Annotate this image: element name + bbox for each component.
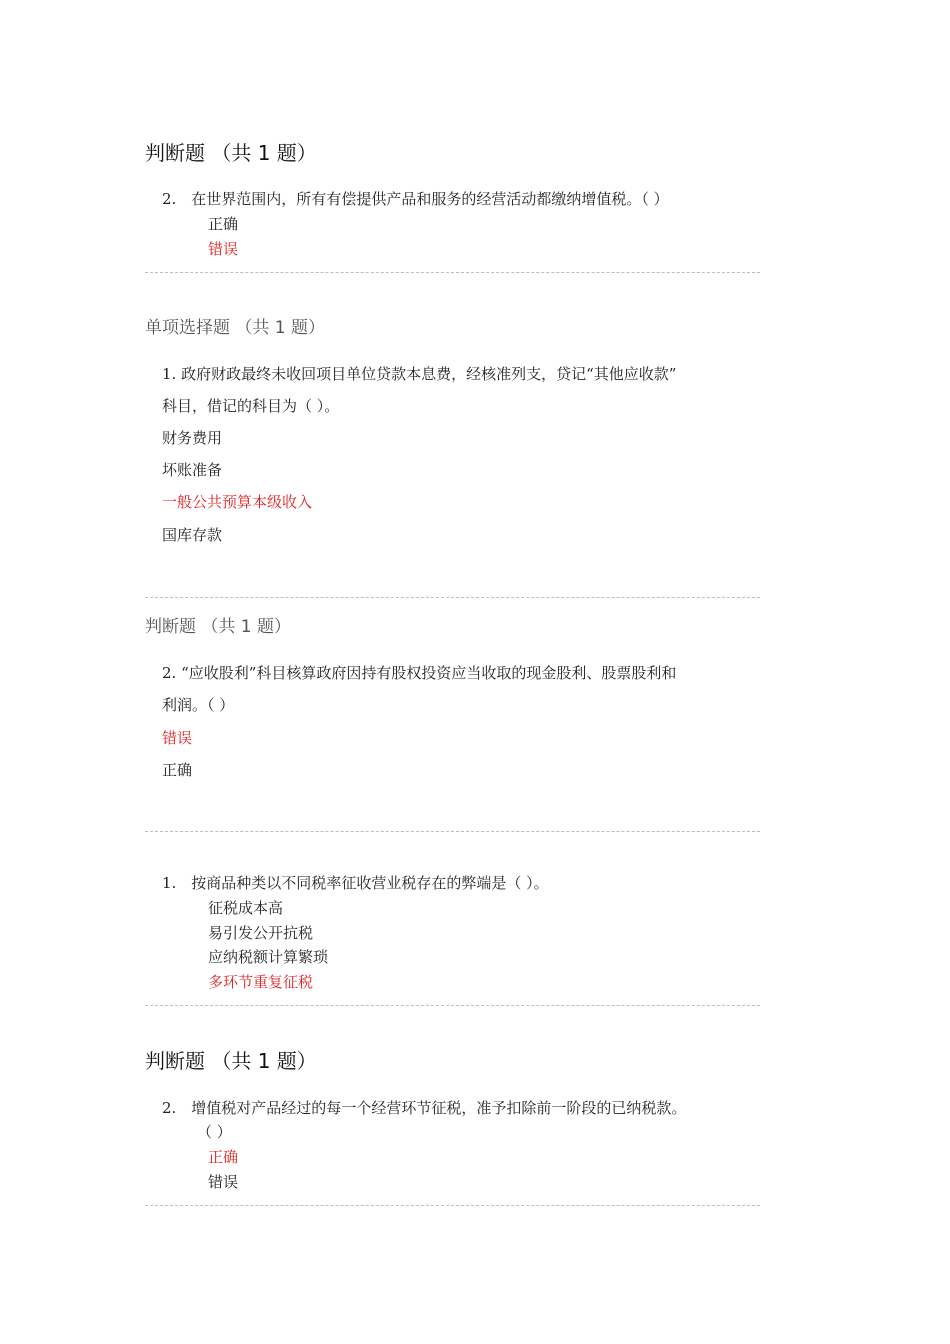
section-5-header: 判断题 （共 1 题） — [145, 1049, 317, 1073]
section-2-option-1[interactable]: 财务费用 — [162, 429, 223, 447]
section-3-question-line-2: 利润。（ ） — [162, 696, 235, 714]
section-2-question-line-1: 1. 政府财政最终未收回项目单位贷款本息费，经核准列支，贷记“其他应收款” — [162, 365, 677, 383]
section-2-option-4[interactable]: 国库存款 — [162, 526, 223, 544]
section-4-option-2[interactable]: 易引发公开抗税 — [208, 924, 314, 942]
section-4-question: 1. 按商品种类以不同税率征收营业税存在的弊端是（ ）。 — [162, 874, 549, 892]
section-3-header: 判断题 （共 1 题） — [145, 617, 292, 637]
section-5-option-1[interactable]: 正确 — [208, 1148, 239, 1166]
section-4-option-4[interactable]: 多环节重复征税 — [208, 973, 314, 991]
section-5-question-line-1: 2. 增值税对产品经过的每一个经营环节征税，准予扣除前一阶段的已纳税款。 — [162, 1099, 687, 1117]
section-1-option-1[interactable]: 正确 — [208, 215, 239, 233]
section-2-question-line-2: 科目，借记的科目为（ ）。 — [162, 397, 340, 415]
section-2-header: 单项选择题 （共 1 题） — [145, 318, 326, 338]
section-1-header: 判断题 （共 1 题） — [145, 141, 317, 165]
section-3-option-1[interactable]: 错误 — [162, 729, 193, 747]
section-4-option-3[interactable]: 应纳税额计算繁琐 — [208, 948, 329, 966]
section-2-option-3[interactable]: 一般公共预算本级收入 — [162, 493, 313, 511]
separator — [145, 597, 760, 598]
separator — [145, 1005, 760, 1006]
section-3-option-2[interactable]: 正确 — [162, 761, 193, 779]
separator — [145, 1205, 760, 1206]
section-5-question-line-2: （ ） — [197, 1123, 232, 1141]
separator — [145, 831, 760, 832]
section-1-question: 2. 在世界范围内，所有有偿提供产品和服务的经营活动都缴纳增值税。（ ） — [162, 190, 669, 208]
section-3-question-line-1: 2. “应收股利”科目核算政府因持有股权投资应当收取的现金股利、股票股利和 — [162, 664, 677, 682]
section-2-option-2[interactable]: 坏账准备 — [162, 461, 223, 479]
section-5-option-2[interactable]: 错误 — [208, 1173, 239, 1191]
section-4-option-1[interactable]: 征税成本高 — [208, 899, 284, 917]
section-1-option-2[interactable]: 错误 — [208, 240, 239, 258]
separator — [145, 272, 760, 273]
